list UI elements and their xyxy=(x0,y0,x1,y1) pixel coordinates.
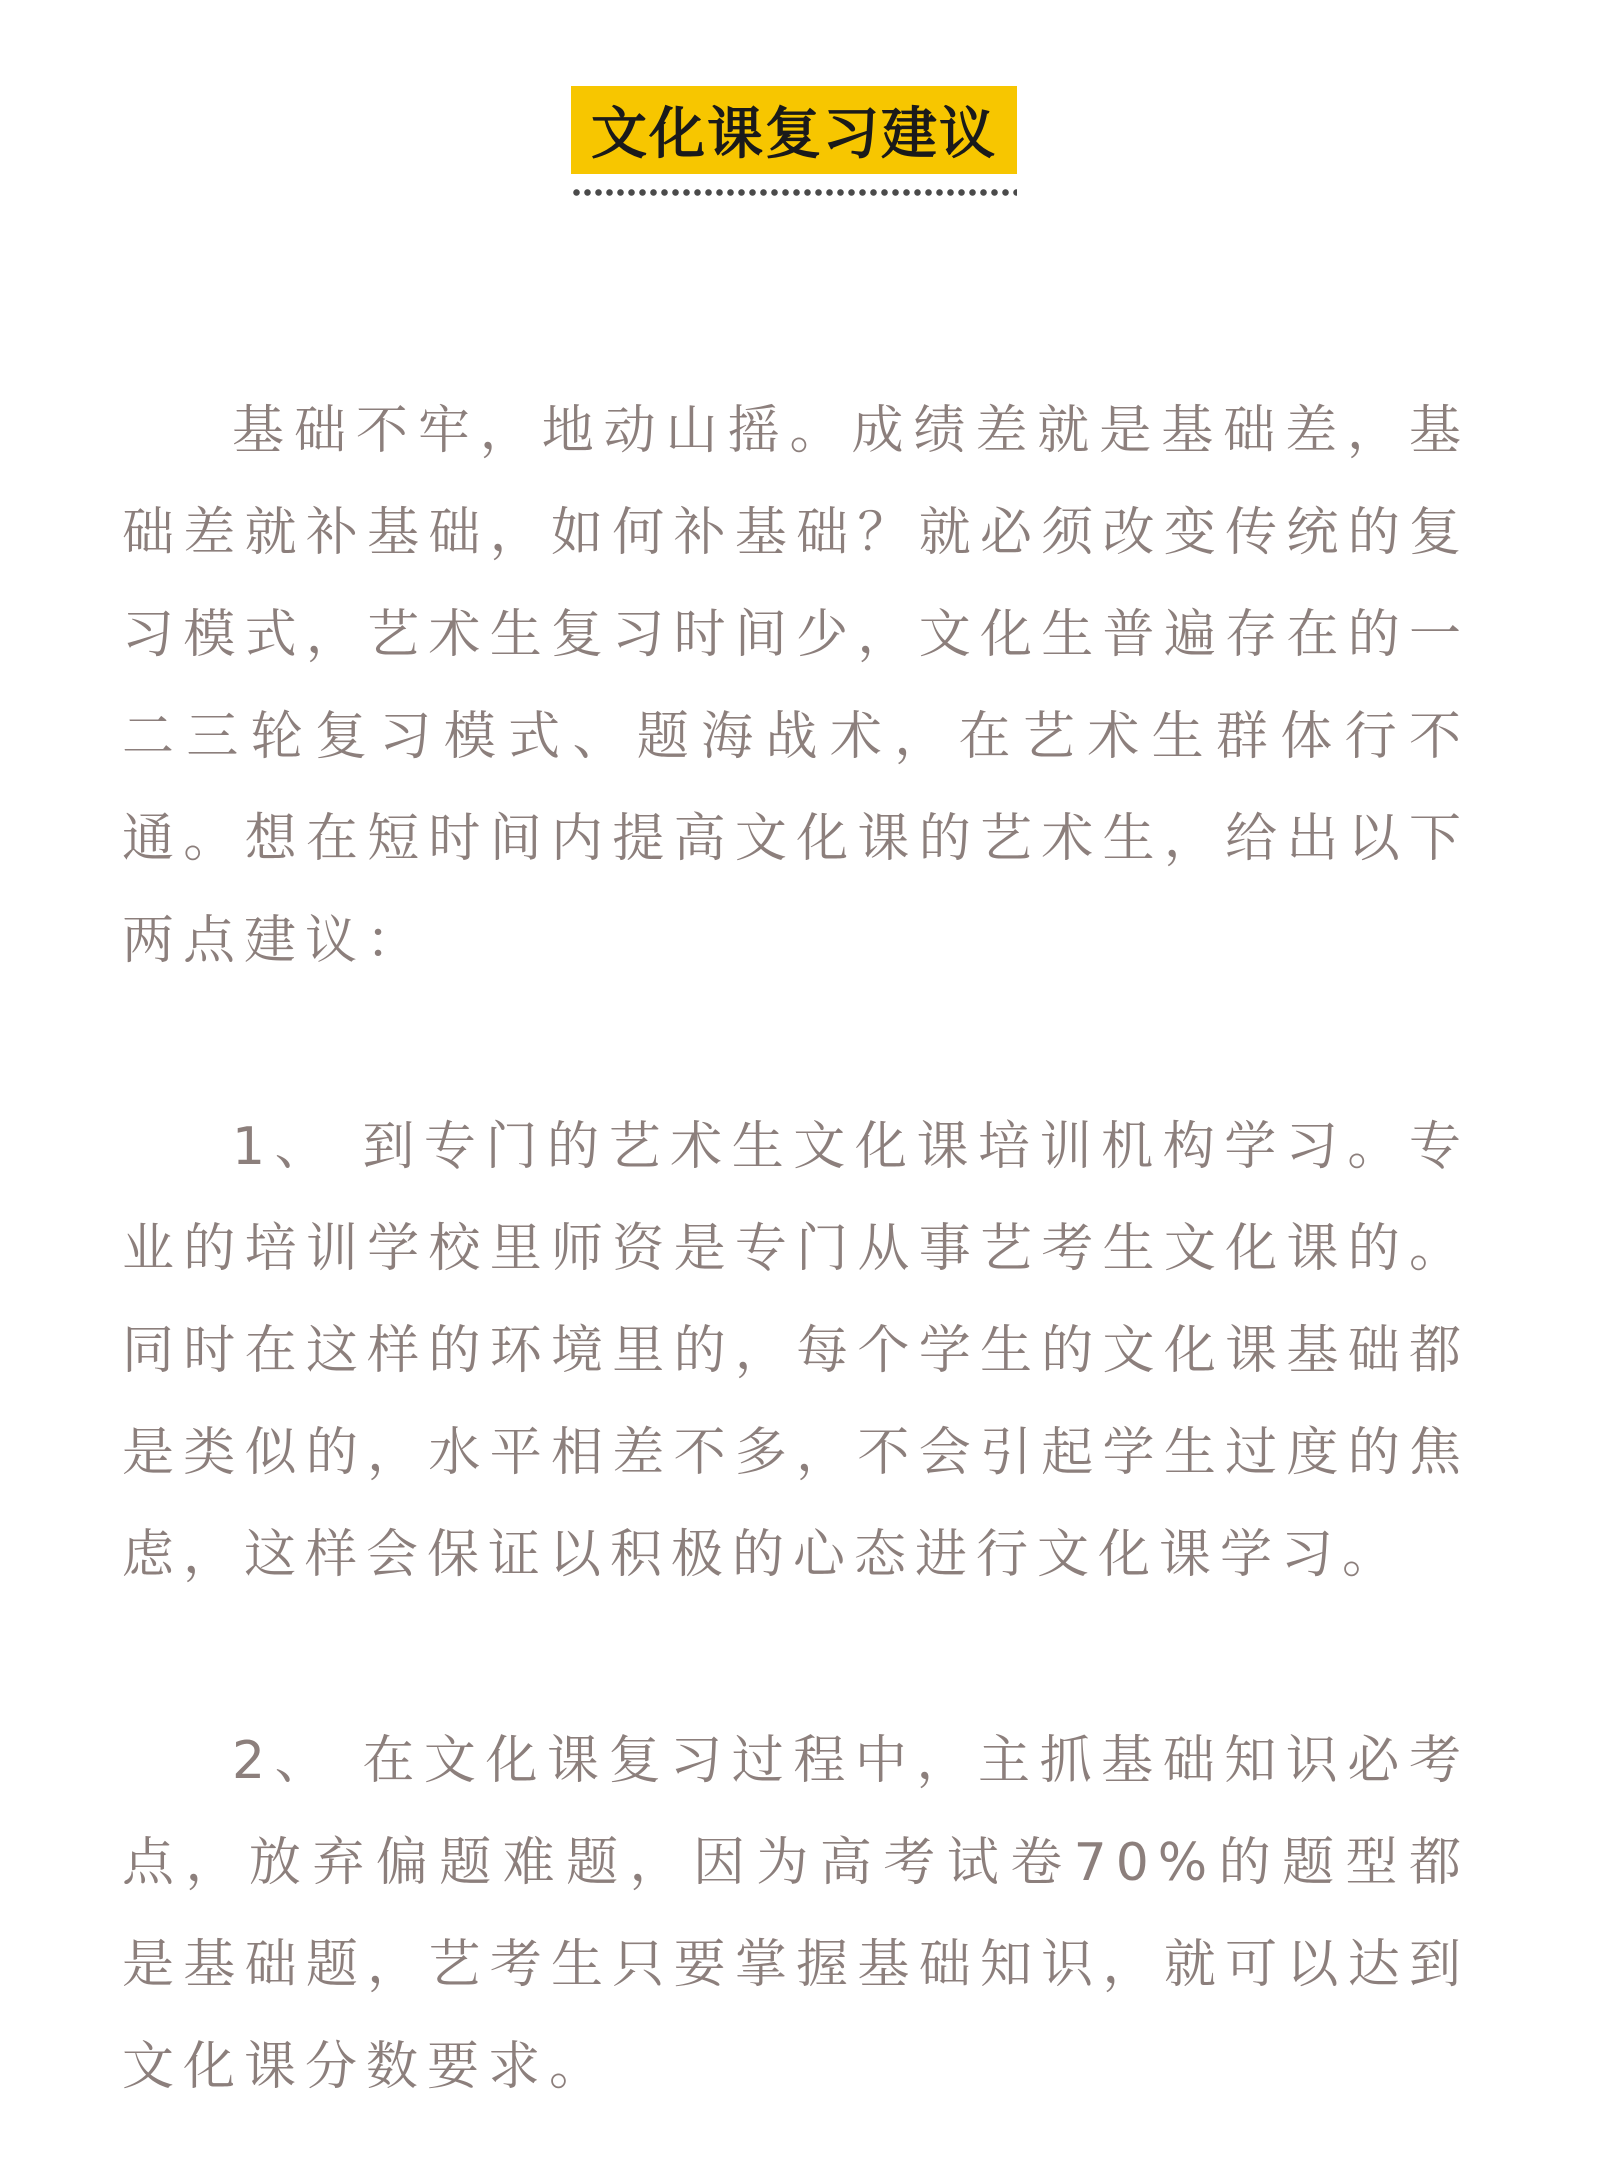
dotted-underline-divider xyxy=(571,188,1017,197)
title-highlight-box xyxy=(571,86,1017,174)
suggestion-2-paragraph: 2、 在文化课复习过程中，主抓基础知识必考点，放弃偏题难题，因为高考试卷70%的题型都是基础题，艺考生只要掌握基础知识，就可以达到文化课分数要求。 xyxy=(122,1731,1470,2097)
section-title-block xyxy=(571,86,1017,197)
section-title: 文化课复习建议 xyxy=(591,102,997,167)
intro-paragraph: 基础不牢，地动山摇。成绩差就是基础差，基础差就补基础，如何补基础？就必须改变传统的复习模式，艺术生复习时间少，文化生普遍存在的一二三轮复习模式、题海战术，在艺术生群体行不通。想在短时间内提高文化课的艺术生，给出以下两点建议： xyxy=(122,401,1470,971)
article-body xyxy=(122,380,1470,2118)
suggestion-1-paragraph: 1、 到专门的艺术生文化课培训机构学习。专业的培训学校里师资是专门从事艺考生文化课的。同时在这样的环境里的，每个学生的文化课基础都是类似的，水平相差不多，不会引起学生过度的焦虑，这样会保证以积极的心态进行文化课学习。 xyxy=(122,1117,1470,1585)
